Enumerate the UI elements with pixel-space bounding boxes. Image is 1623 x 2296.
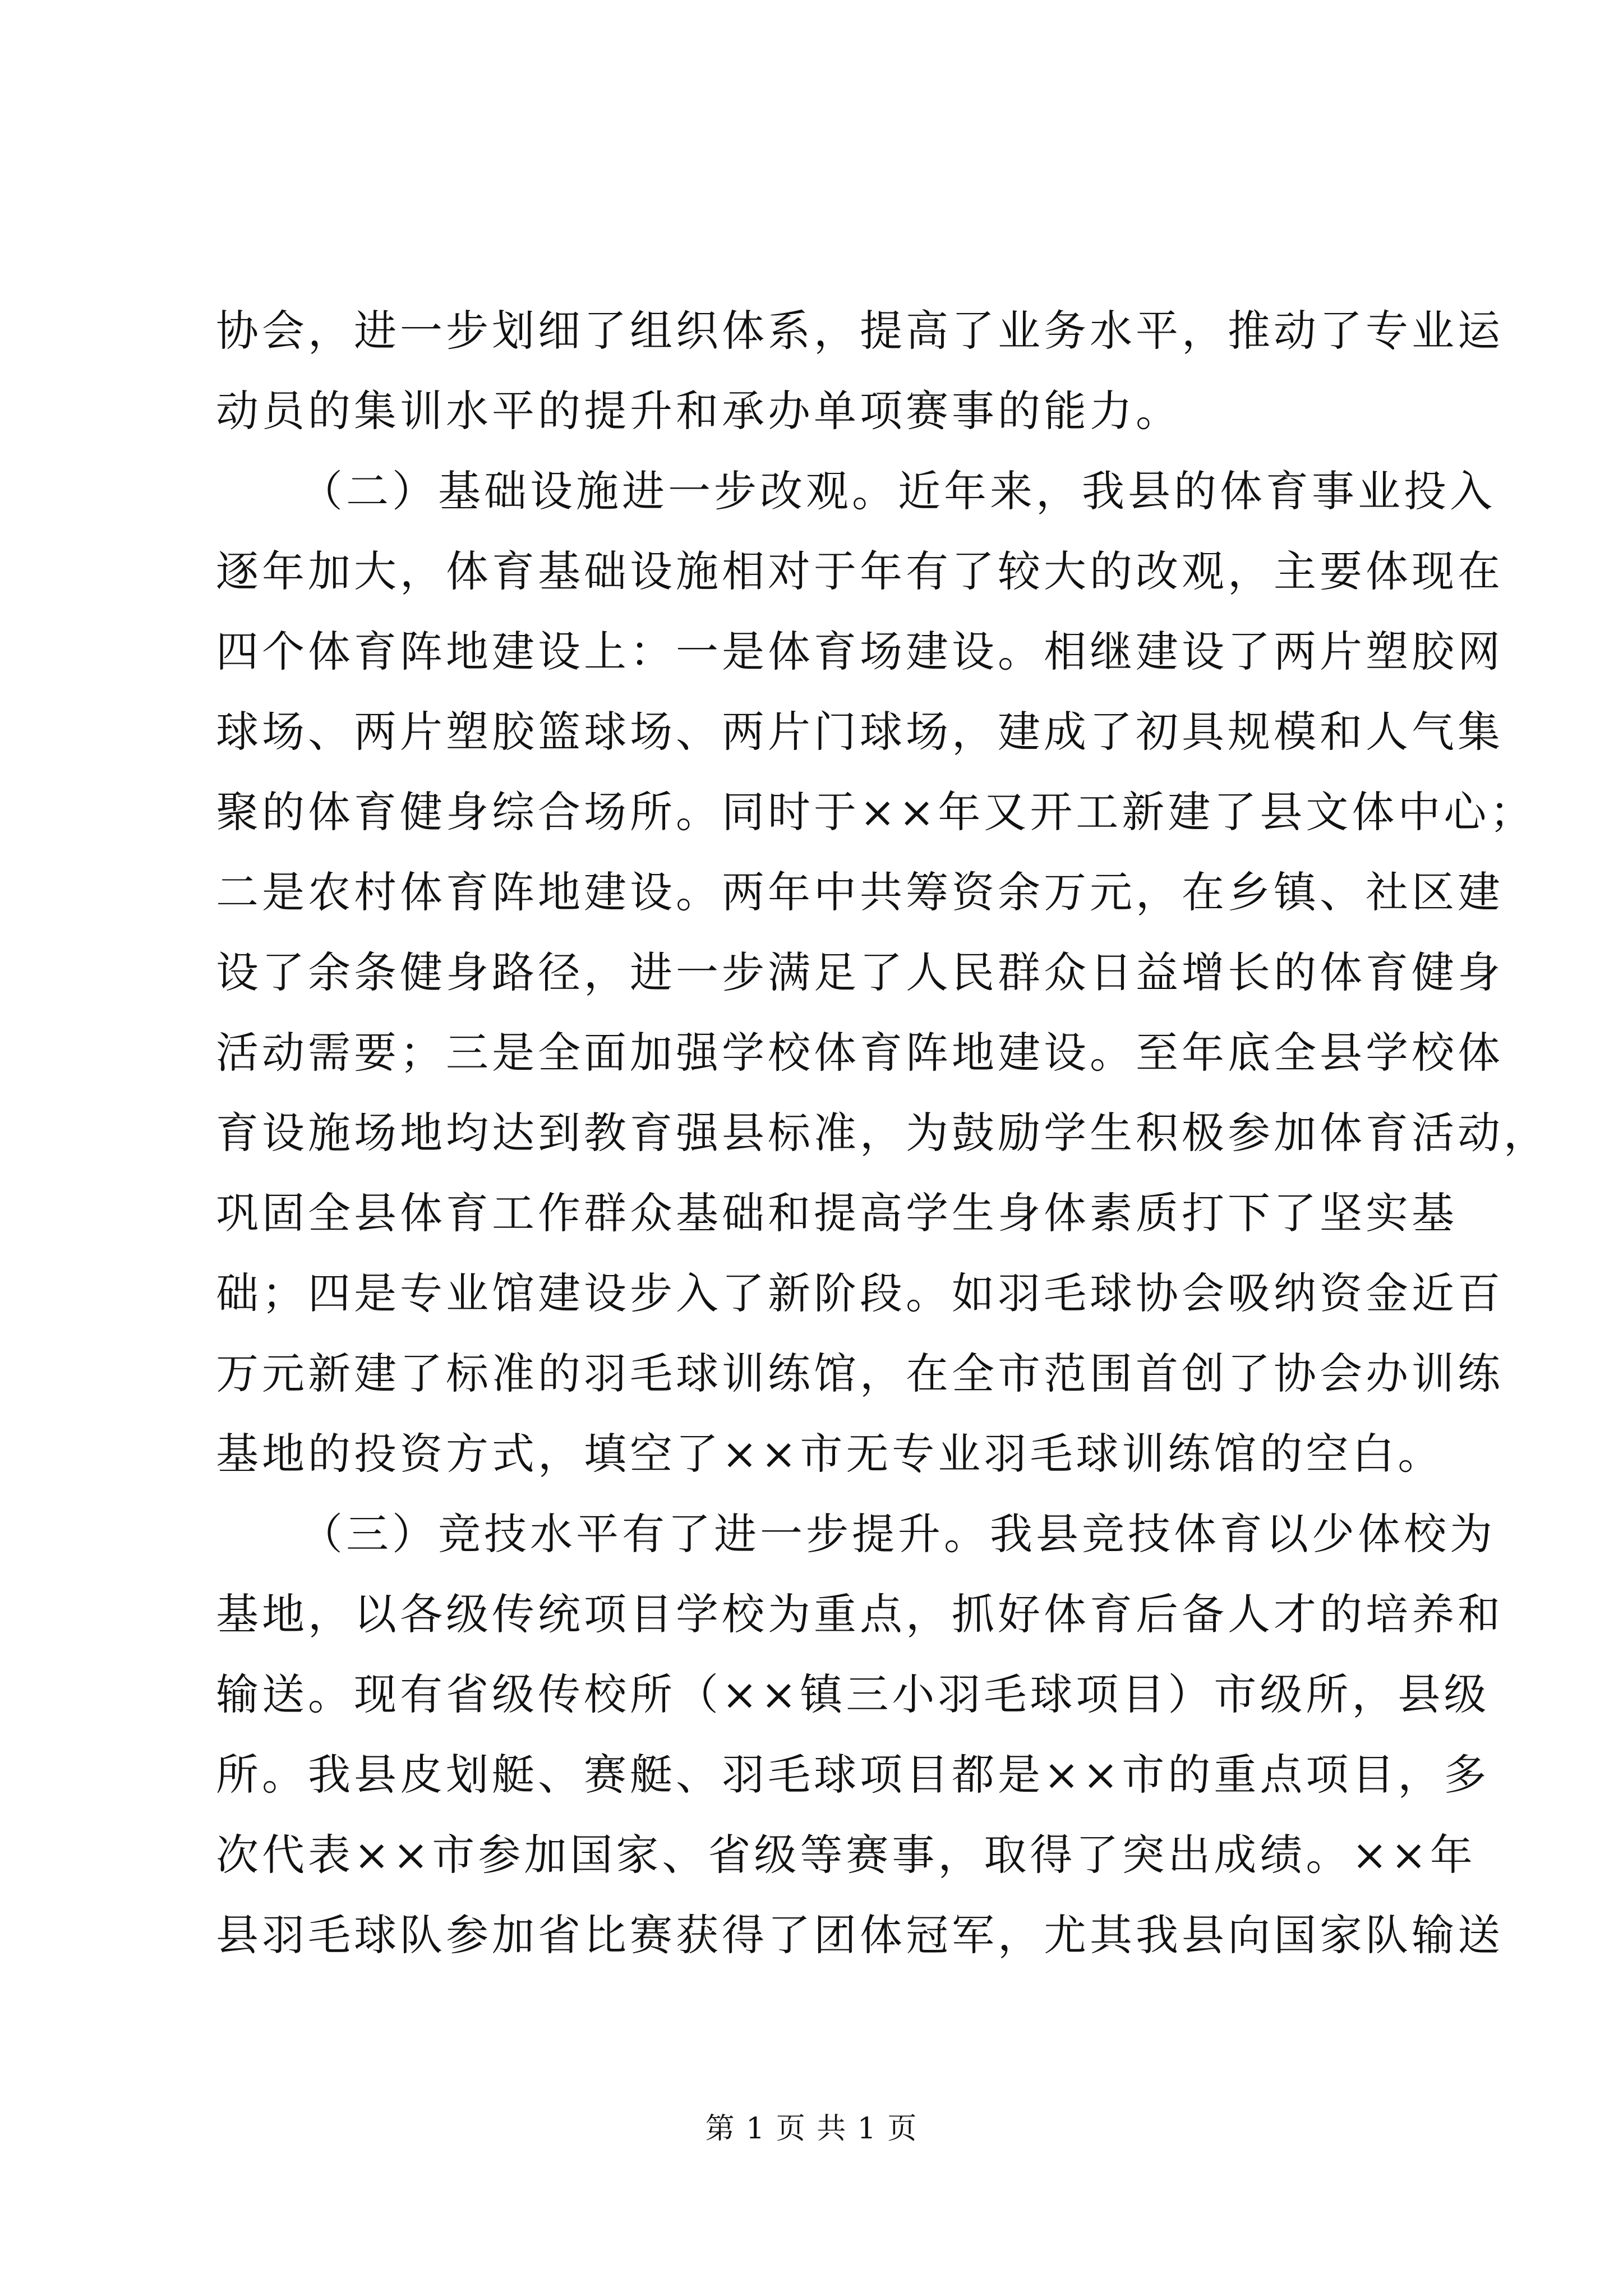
text-line: 所。我县皮划艇、赛艇、羽毛球项目都是××市的重点项目，多 (216, 1750, 1490, 1800)
text-line: 四个体育阵地建设上：一是体育场建设。相继建设了两片塑胶网 (216, 627, 1504, 677)
text-line: 协会，进一步划细了组织体系，提高了业务水平，推动了专业运 (216, 306, 1504, 356)
document-body (216, 291, 1550, 1975)
text-line: 县羽毛球队参加省比赛获得了团体冠军，尤其我县向国家队输送 (216, 1910, 1504, 1960)
text-line: 基地的投资方式，填空了××市无专业羽毛球训练馆的空白。 (216, 1429, 1444, 1479)
text-line: 球场、两片塑胶篮球场、两片门球场，建成了初具规模和人气集 (216, 707, 1504, 757)
text-line: 聚的体育健身综合场所。同时于××年又开工新建了县文体中心； (216, 787, 1536, 837)
text-line: 动员的集训水平的提升和承办单项赛事的能力。 (216, 386, 1182, 436)
text-line: 次代表××市参加国家、省级等赛事，取得了突出成绩。××年 (216, 1830, 1476, 1880)
paragraph-start-line: （二）基础设施进一步改观。近年来，我县的体育事业投入 (300, 466, 1496, 516)
text-line: 础；四是专业馆建设步入了新阶段。如羽毛球协会吸纳资金近百 (216, 1268, 1504, 1318)
page-footer (0, 2105, 1623, 2147)
text-line: 万元新建了标准的羽毛球训练馆，在全市范围首创了协会办训练 (216, 1349, 1504, 1398)
text-line: 育设施场地均达到教育强县标准，为鼓励学生积极参加体育活动， (216, 1108, 1550, 1158)
text-line: 活动需要；三是全面加强学校体育阵地建设。至年底全县学校体 (216, 1028, 1504, 1078)
paragraph-start-line: （三）竞技水平有了进一步提升。我县竞技体育以少体校为 (300, 1509, 1496, 1559)
text-line: 设了余条健身路径，进一步满足了人民群众日益增长的体育健身 (216, 947, 1504, 997)
text-line: 基地，以各级传统项目学校为重点，抓好体育后备人才的培养和 (216, 1589, 1504, 1639)
text-line: 逐年加大，体育基础设施相对于年有了较大的改观，主要体现在 (216, 546, 1504, 596)
text-line: 二是农村体育阵地建设。两年中共筹资余万元，在乡镇、社区建 (216, 867, 1504, 917)
text-line: 巩固全县体育工作群众基础和提高学生身体素质打下了坚实基 (216, 1188, 1458, 1238)
page-number: 第 1 页 共 1 页 (705, 2112, 918, 2146)
text-line: 输送。现有省级传校所（××镇三小羽毛球项目）市级所，县级 (216, 1669, 1490, 1719)
